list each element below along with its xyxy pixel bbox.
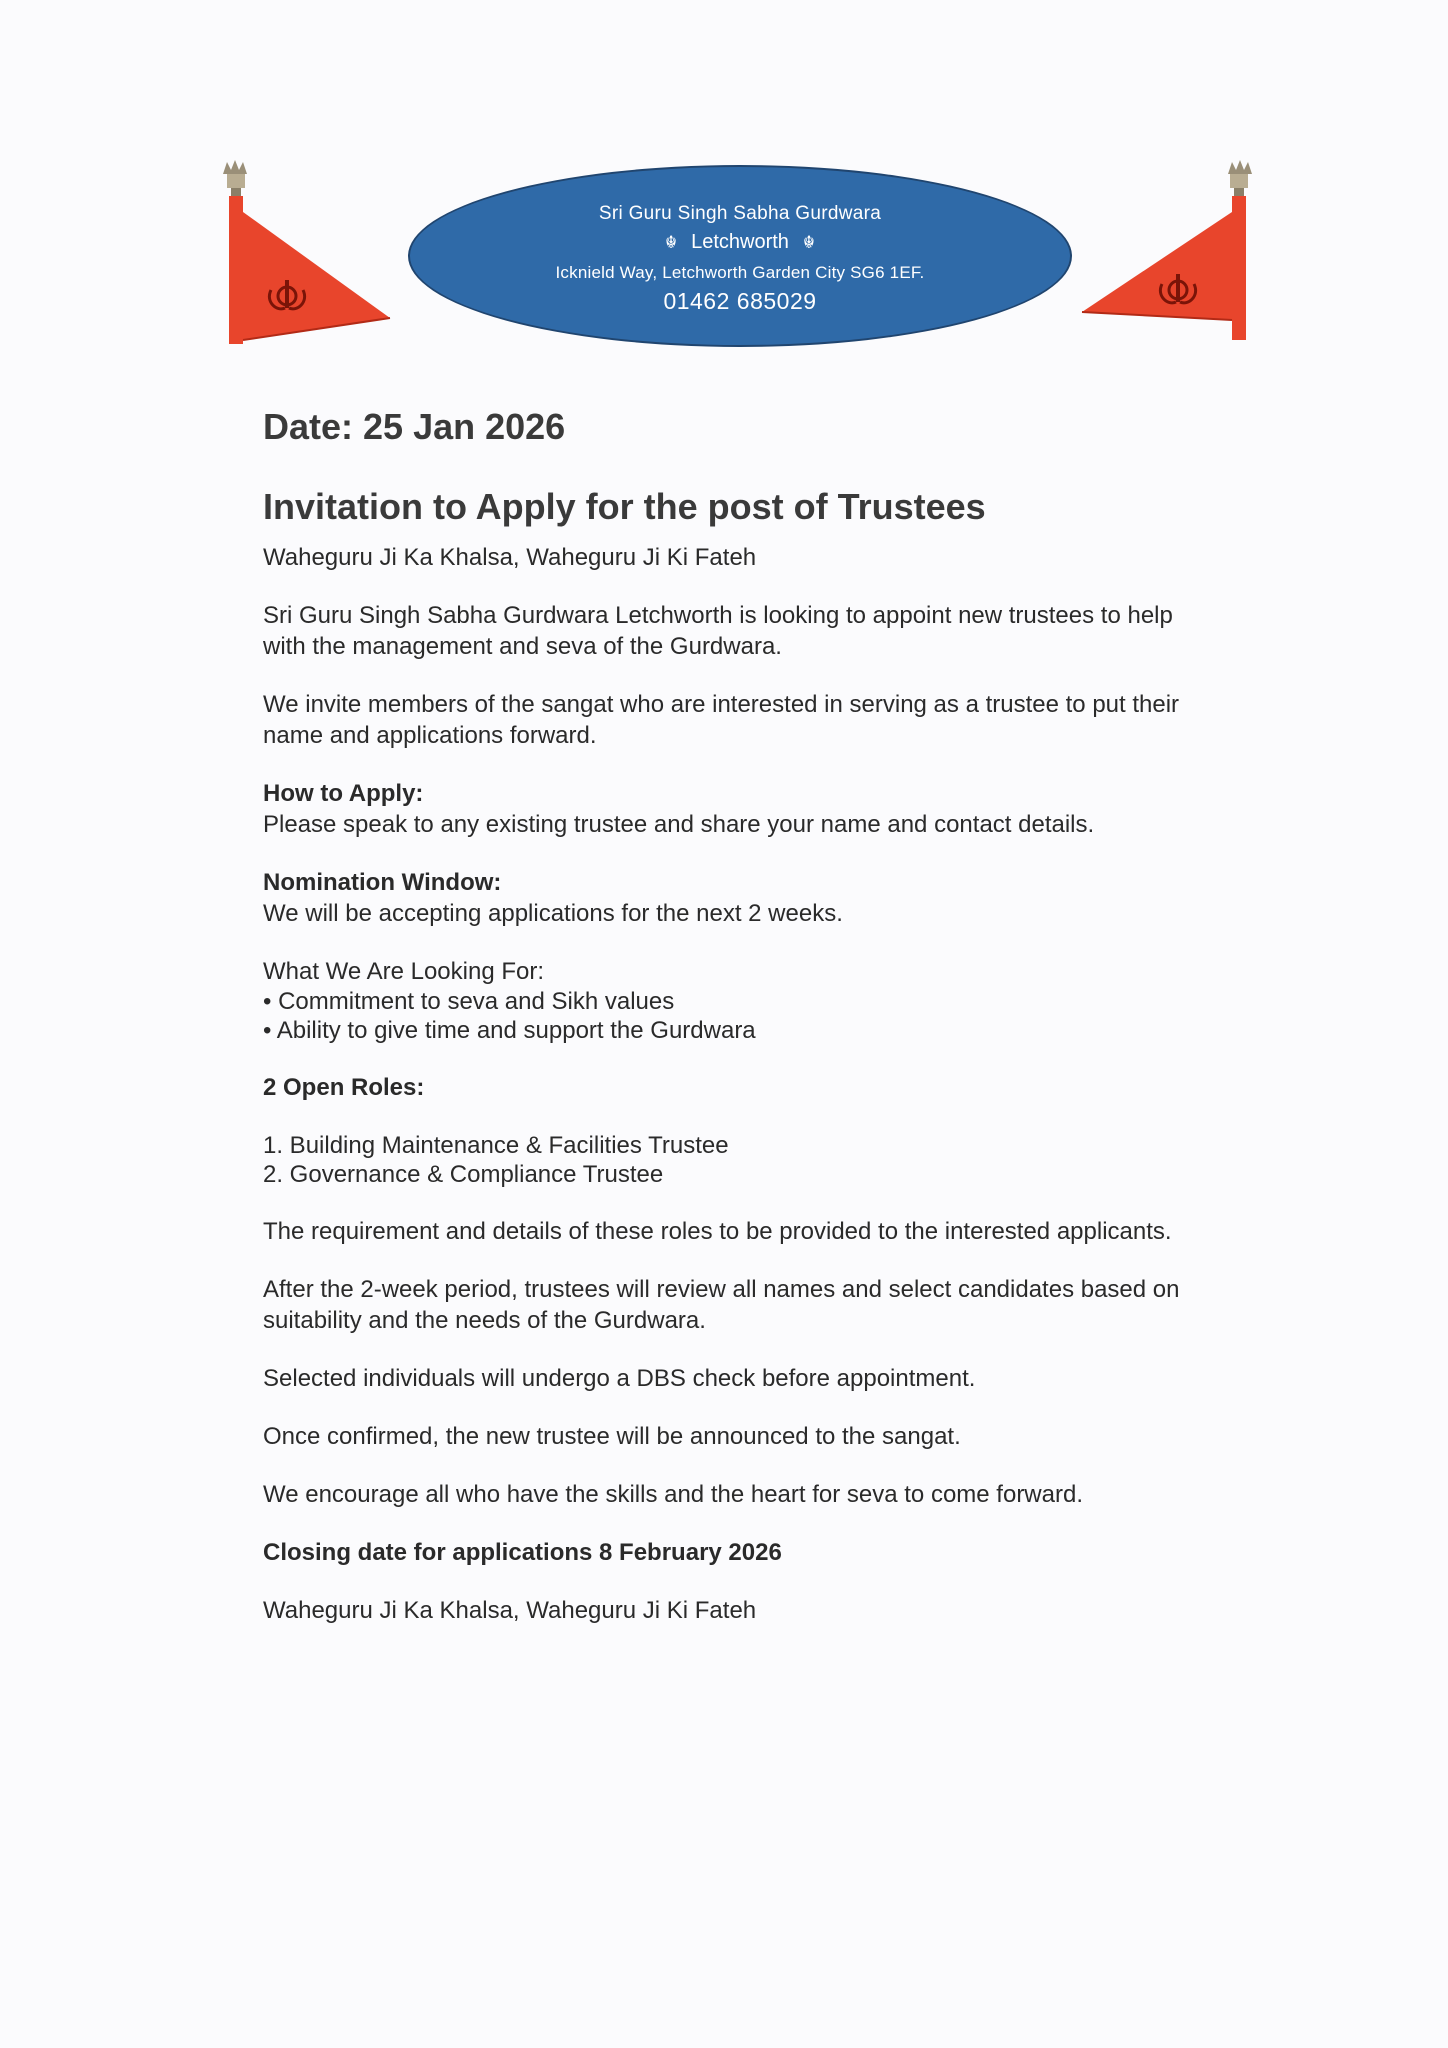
nishan-sahib-flag-left-icon [215,160,395,350]
letter-date: Date: 25 Jan 2026 [263,406,566,447]
org-location: Letchworth [691,231,789,253]
gurdwara-name-oval [408,165,1072,347]
intro-paragraph: Sri Guru Singh Sabha Gurdwara Letchworth is looking to appoint new trustees to help with the management and seva of the Gurdwara. [263,602,1173,660]
letter-title: Invitation to Apply for the post of Trustees [263,486,986,527]
role-item: 2. Governance & Compliance Trustee [263,1161,664,1188]
how-to-apply-heading: How to Apply: [263,780,424,807]
letter-body [263,400,1183,1626]
dbs-paragraph: Selected individuals will undergo a DBS check before appointment. [263,1365,976,1392]
looking-for-item: • Commitment to seva and Sikh values [263,988,675,1015]
requirements-paragraph: The requirement and details of these roles to be provided to the interested applicants. [263,1218,1172,1245]
review-paragraph: After the 2-week period, trustees will review all names and select candidates based on suitability and the needs of the Gurdwara. [263,1276,1180,1334]
nishan-sahib-flag-right-icon [1080,160,1260,350]
nomination-heading: Nomination Window: [263,869,502,896]
letterhead [0,160,1448,360]
org-location-line [410,231,1070,254]
greeting: Waheguru Ji Ka Khalsa, Waheguru Ji Ki Fateh [263,544,757,571]
invite-paragraph: We invite members of the sangat who are interested in serving as a trustee to put their name and applications forward. [263,691,1180,749]
khanda-icon: ☬ [802,233,815,252]
org-address: Icknield Way, Letchworth Garden City SG6 1EF. [555,263,925,282]
role-item: 1. Building Maintenance & Facilities Trustee [263,1132,729,1159]
looking-for-heading: What We Are Looking For: [263,958,545,985]
nomination-text: We will be accepting applications for the next 2 weeks. [263,900,843,927]
org-name: Sri Guru Singh Sabha Gurdwara [598,203,882,224]
encourage-paragraph: We encourage all who have the skills and the heart for seva to come forward. [263,1481,1083,1508]
closing-date: Closing date for applications 8 February 2026 [263,1539,782,1566]
roles-heading: 2 Open Roles: [263,1074,425,1101]
looking-for-item: • Ability to give time and support the Gurdwara [263,1017,756,1044]
org-phone: 01462 685029 [663,288,817,314]
how-to-apply-text: Please speak to any existing trustee and share your name and contact details. [263,811,1095,838]
khanda-icon: ☬ [665,233,678,252]
signoff: Waheguru Ji Ka Khalsa, Waheguru Ji Ki Fateh [263,1597,757,1624]
announce-paragraph: Once confirmed, the new trustee will be announced to the sangat. [263,1423,961,1450]
